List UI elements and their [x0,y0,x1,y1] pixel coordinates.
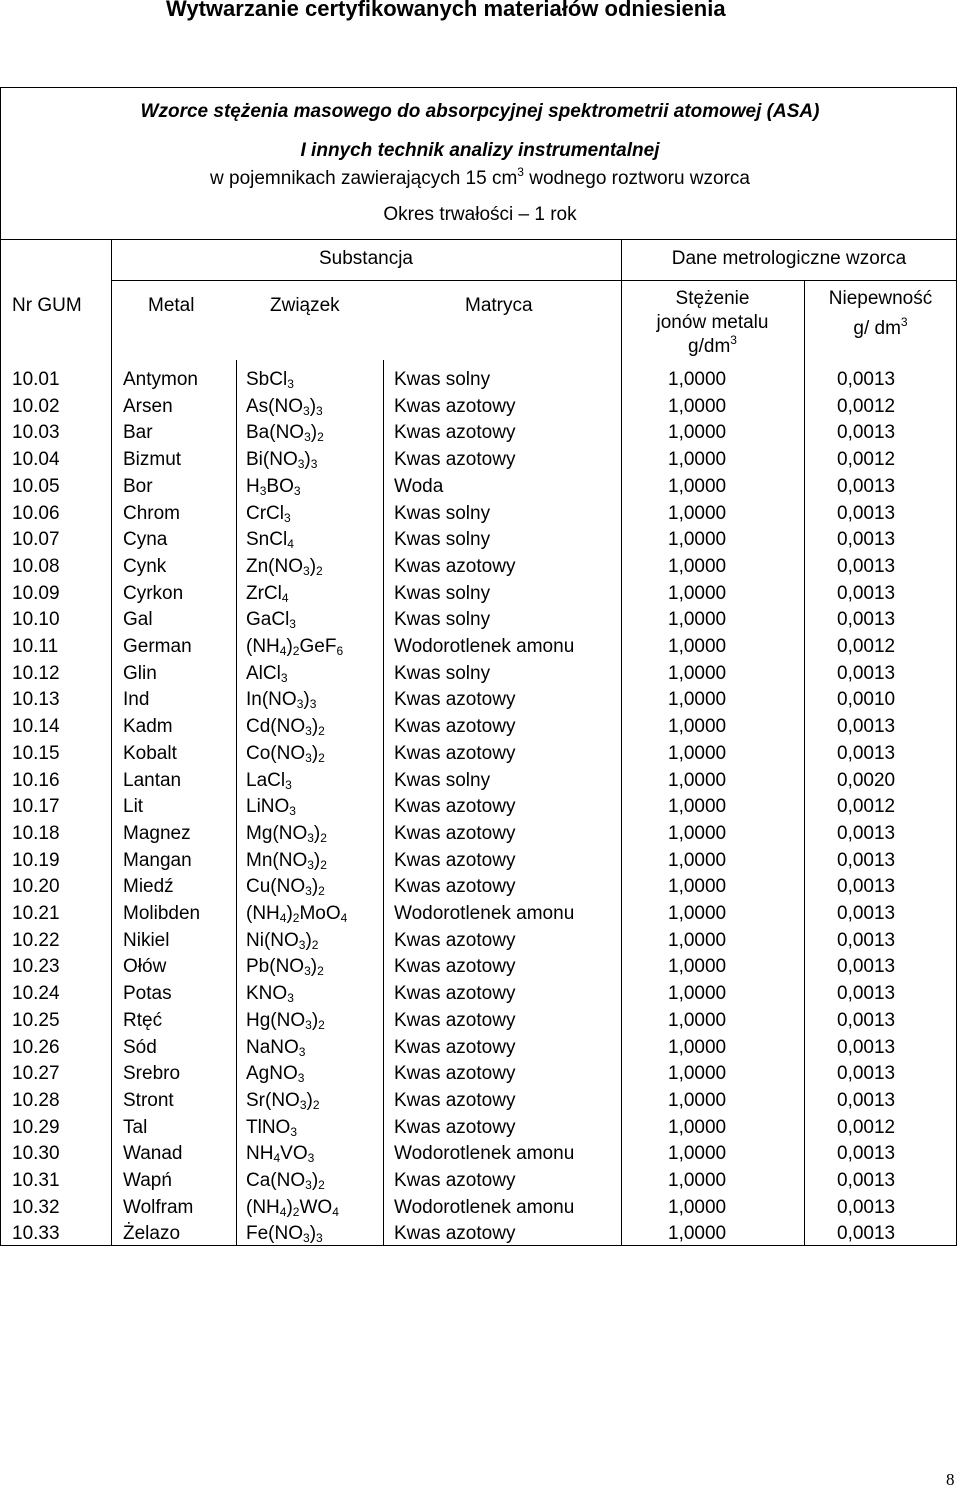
table-row [1,1008,959,1034]
cell-metal: Bor [123,475,153,497]
cell-nr: 10.16 [12,769,60,791]
table-row [1,634,959,660]
cell-metal: Cyna [123,529,168,551]
cell-matrix: Kwas azotowy [394,956,516,978]
cell-nr: 10.14 [12,716,60,738]
cell-uncertainty: 0,0013 [837,822,896,844]
cell-metal: Kadm [123,716,173,738]
cell-uncertainty: 0,0013 [837,529,896,551]
cell-compound: $Cu(NO_3)_2$ [246,876,325,899]
shelf-life-text: Okres trwałości – 1 rok [383,204,577,225]
cell-nr: 10.17 [12,796,60,818]
table-row [1,874,959,900]
column-header-concentration-2: jonów metalu [656,312,769,333]
cell-uncertainty: 0,0012 [837,1116,896,1138]
cell-compound: $NH_4VO_3$ [246,1143,315,1166]
table-row [1,447,959,473]
cell-compound: $Mg(NO_3)_2$ [246,822,327,845]
table-row [1,1035,959,1061]
cell-metal: Cynk [123,555,167,577]
cell-concentration: 1,0000 [668,1063,727,1085]
cell-concentration: 1,0000 [668,876,727,898]
cell-compound: $Hg(NO_3)_2$ [246,1009,325,1032]
cell-matrix: Kwas azotowy [394,1036,516,1058]
cell-matrix: Kwas solny [394,662,491,684]
cell-uncertainty: 0,0013 [837,662,896,684]
cell-concentration: 1,0000 [668,1143,727,1165]
table-heading-line-3: w pojemnikach zawierających 15 $cm^3$ wodnego roztworu wzorca [210,165,750,189]
cell-uncertainty: 0,0013 [837,876,896,898]
cell-uncertainty: 0,0013 [837,1143,896,1165]
cell-nr: 10.28 [12,1089,60,1111]
cell-concentration: 1,0000 [668,662,727,684]
cell-uncertainty: 0,0013 [837,582,896,604]
cell-compound: LaCl$_3$ [246,769,292,792]
cell-uncertainty: 0,0013 [837,983,896,1005]
table-row [1,1195,959,1221]
cell-uncertainty: 0,0012 [837,796,896,818]
cell-concentration: 1,0000 [668,1009,727,1031]
cell-compound: $(NH_4)_2WO_4$ [246,1196,339,1219]
cell-nr: 10.03 [12,422,60,444]
cell-metal: Wanad [123,1143,183,1165]
cell-compound: $Mn(NO_3)_2$ [246,849,327,872]
cell-concentration: 1,0000 [668,822,727,844]
cell-metal: Bar [123,422,153,444]
cell-nr: 10.24 [12,983,60,1005]
cell-compound: $Sr(NO_3)_2$ [246,1089,320,1112]
cell-uncertainty: 0,0013 [837,929,896,951]
cell-matrix: Kwas azotowy [394,796,516,818]
table-row [1,1221,959,1247]
cell-matrix: Kwas azotowy [394,1063,516,1085]
column-header-matrix: Matryca [465,295,533,316]
cell-compound: $Co(NO_3)_2$ [246,742,325,765]
cell-matrix: Kwas azotowy [394,983,516,1005]
cell-concentration: 1,0000 [668,1196,727,1218]
cell-matrix: Woda [394,475,444,497]
cell-nr: 10.04 [12,449,60,471]
cell-nr: 10.13 [12,689,60,711]
cell-metal: Lantan [123,769,182,791]
cell-concentration: 1,0000 [668,689,727,711]
cell-metal: Gal [123,609,153,631]
cell-compound: $Bi(NO_3)_3$ [246,449,318,472]
cell-compound: $(NH_4)_2MoO_4$ [246,903,348,925]
table-row [1,981,959,1007]
cell-matrix: Wodorotlenek amonu [394,1196,575,1218]
cell-uncertainty: 0,0012 [837,449,896,471]
cell-compound: NaNO$_3$ [246,1036,306,1059]
cell-metal: Molibden [123,903,201,924]
cell-uncertainty: 0,0012 [837,395,896,417]
cell-nr: 10.05 [12,475,60,497]
table-row [1,821,959,847]
cell-concentration: 1,0000 [668,1170,727,1191]
cell-compound: $Pb(NO_3)_2$ [246,956,324,979]
cell-compound: $Ni(NO_3)_2$ [246,929,319,952]
cell-matrix: Kwas azotowy [394,1170,516,1191]
column-header-nr: Nr GUM [12,295,82,316]
table-row [1,420,959,446]
cell-nr: 10.21 [12,903,60,924]
cell-concentration: 1,0000 [668,582,727,604]
cell-nr: 10.12 [12,662,60,684]
cell-matrix: Kwas solny [394,769,491,791]
cell-metal: Magnez [123,822,191,844]
cell-concentration: 1,0000 [668,502,727,524]
cell-compound: ZrCl$_4$ [246,582,289,605]
cell-concentration: 1,0000 [668,1089,727,1111]
cell-concentration: 1,0000 [668,849,727,871]
cell-metal: Bizmut [123,449,182,471]
table-row [1,1115,959,1141]
cell-compound: SbCl$_3$ [246,369,294,391]
cell-matrix: Kwas azotowy [394,555,516,577]
cell-nr: 10.22 [12,929,60,951]
cell-nr: 10.30 [12,1143,60,1165]
cell-matrix: Kwas azotowy [394,422,516,444]
cell-concentration: 1,0000 [668,422,727,444]
cell-uncertainty: 0,0013 [837,1089,896,1111]
cell-concentration: 1,0000 [668,529,727,551]
table-row [1,901,959,927]
cell-compound: CrCl$_3$ [246,502,291,525]
cell-metal: Wapń [123,1170,172,1191]
cell-nr: 10.10 [12,609,60,631]
cell-concentration: 1,0000 [668,769,727,791]
cell-uncertainty: 0,0013 [837,956,896,978]
cell-matrix: Kwas azotowy [394,449,516,471]
cell-metal: Cyrkon [123,582,184,604]
cell-matrix: Wodorotlenek amonu [394,903,575,924]
cell-matrix: Wodorotlenek amonu [394,1143,575,1165]
cell-nr: 10.08 [12,555,60,577]
cell-uncertainty: 0,0013 [837,369,896,390]
table-row [1,954,959,980]
cell-nr: 10.11 [12,636,59,657]
cell-metal: Chrom [123,502,181,524]
table-row [1,501,959,527]
cell-metal: Lit [123,796,144,818]
cell-concentration: 1,0000 [668,395,727,417]
cell-uncertainty: 0,0013 [837,555,896,577]
column-header-uncertainty: Niepewność [828,288,933,309]
cell-concentration: 1,0000 [668,716,727,738]
cell-concentration: 1,0000 [668,1036,727,1058]
cell-metal: Glin [123,662,157,684]
cell-metal: Tal [123,1116,148,1138]
table-row [1,1168,959,1194]
cell-matrix: Kwas solny [394,502,491,524]
cell-uncertainty: 0,0013 [837,716,896,738]
cell-compound: $Cd(NO_3)_2$ [246,716,325,739]
table-heading-line-1: Wzorce stężenia masowego do absorpcyjnej spektrometrii atomowej (ASA) [140,101,820,122]
table-row [1,554,959,580]
cell-concentration: 1,0000 [668,956,727,978]
table-row [1,741,959,767]
cell-metal: Ołów [123,956,167,978]
column-header-concentration-unit: $g/dm^3$ [688,333,737,357]
standards-table [0,87,957,1246]
cell-uncertainty: 0,0013 [837,475,896,497]
table-row [1,474,959,500]
cell-compound: $In(NO_3)_3$ [246,689,317,712]
cell-uncertainty: 0,0013 [837,422,896,444]
cell-compound: $KNO_3$ [246,983,294,1006]
cell-matrix: Kwas azotowy [394,1116,516,1138]
table-row [1,714,959,740]
cell-nr: 10.33 [12,1223,60,1245]
cell-nr: 10.31 [12,1170,60,1191]
cell-concentration: 1,0000 [668,929,727,951]
cell-nr: 10.20 [12,876,60,898]
cell-matrix: Kwas azotowy [394,716,516,738]
cell-uncertainty: 0,0020 [837,769,896,791]
cell-nr: 10.27 [12,1063,60,1085]
cell-uncertainty: 0,0013 [837,502,896,524]
cell-compound: $As(NO_3)_3$ [246,395,323,418]
table-heading-line-2: I innych technik analizy instrumentalnej [300,140,660,161]
cell-matrix: Kwas azotowy [394,395,516,417]
cell-uncertainty: 0,0013 [837,1170,896,1191]
cell-uncertainty: 0,0010 [837,689,896,711]
cell-metal: Miedź [123,876,174,898]
cell-uncertainty: 0,0013 [837,1196,896,1218]
cell-metal: Mangan [123,849,192,871]
cell-compound: SnCl$_4$ [246,529,294,552]
cell-matrix: Kwas azotowy [394,929,516,951]
page-title: Wytwarzanie certyfikowanych materiałów odniesienia [166,0,726,21]
cell-matrix: Kwas azotowy [394,742,516,764]
table-row [1,607,959,633]
cell-uncertainty: 0,0013 [837,609,896,631]
cell-uncertainty: 0,0013 [837,1063,896,1085]
cell-matrix: Kwas azotowy [394,689,516,711]
divider [111,280,957,281]
cell-concentration: 1,0000 [668,449,727,471]
table-row [1,1088,959,1114]
cell-nr: 10.01 [12,369,60,390]
cell-concentration: 1,0000 [668,609,727,631]
cell-matrix: Kwas azotowy [394,1009,516,1031]
column-group-metrology: Dane metrologiczne wzorca [671,248,907,269]
column-group-substance: Substancja [318,248,413,269]
cell-nr: 10.09 [12,582,60,604]
divider [1,239,957,240]
cell-matrix: Kwas solny [394,582,491,604]
cell-metal: Wolfram [123,1196,194,1218]
cell-concentration: 1,0000 [668,1116,727,1138]
cell-nr: 10.02 [12,395,60,417]
cell-metal: German [123,636,192,657]
cell-concentration: 1,0000 [668,796,727,818]
cell-matrix: Wodorotlenek amonu [394,636,575,657]
cell-concentration: 1,0000 [668,1223,727,1245]
cell-compound: $(NH_4)_2GeF_6$ [246,636,344,658]
cell-uncertainty: 0,0013 [837,1036,896,1058]
cell-matrix: Kwas solny [394,529,491,551]
table-row [1,394,959,420]
table-row [1,1061,959,1087]
cell-compound: GaCl$_3$ [246,609,296,632]
table-row [1,661,959,687]
cell-concentration: 1,0000 [668,636,727,657]
cell-metal: Stront [123,1089,174,1111]
cell-nr: 10.18 [12,822,60,844]
cell-compound: LiNO$_3$ [246,796,296,819]
column-header-compound: Związek [270,295,340,316]
cell-compound: $Zn(NO_3)_2$ [246,555,323,578]
cell-concentration: 1,0000 [668,742,727,764]
cell-matrix: Kwas solny [394,369,491,390]
column-header-concentration-1: Stężenie [675,288,750,309]
cell-concentration: 1,0000 [668,369,727,390]
cell-metal: Antymon [123,369,198,390]
cell-metal: Ind [123,689,150,711]
table-row [1,848,959,874]
column-header-metal: Metal [148,295,195,316]
table-row [1,687,959,713]
table-row [1,527,959,553]
cell-nr: 10.23 [12,956,60,978]
column-header-uncertainty-unit: g/ $dm^3$ [853,315,908,339]
cell-compound: $Ba(NO_3)_2$ [246,422,324,445]
cell-nr: 10.29 [12,1116,60,1138]
cell-compound: AlCl$_3$ [246,662,288,685]
table-row [1,581,959,607]
cell-matrix: Kwas azotowy [394,849,516,871]
cell-matrix: Kwas azotowy [394,1223,516,1245]
cell-compound: $Fe(NO_3)_3$ [246,1223,323,1246]
cell-nr: 10.19 [12,849,60,871]
cell-nr: 10.07 [12,529,60,551]
cell-compound: $Ca(NO_3)_2$ [246,1170,325,1192]
cell-uncertainty: 0,0013 [837,742,896,764]
cell-metal: Potas [123,983,172,1005]
cell-metal: Arsen [123,395,173,417]
table-row [1,794,959,820]
cell-nr: 10.26 [12,1036,60,1058]
cell-uncertainty: 0,0012 [837,636,896,657]
cell-compound: $H_3BO_3$ [246,475,301,498]
cell-metal: Srebro [123,1063,181,1085]
cell-metal: Sód [123,1036,157,1058]
cell-metal: Kobalt [123,742,177,764]
cell-matrix: Kwas solny [394,609,491,631]
cell-metal: Żelazo [123,1223,181,1245]
cell-nr: 10.06 [12,502,60,524]
page-number: 8 [946,1470,955,1489]
cell-matrix: Kwas azotowy [394,822,516,844]
table-row [1,1141,959,1167]
table-row [1,928,959,954]
cell-metal: Rtęć [123,1009,163,1031]
cell-concentration: 1,0000 [668,475,727,497]
cell-uncertainty: 0,0013 [837,849,896,871]
table-row [1,768,959,794]
cell-concentration: 1,0000 [668,983,727,1005]
table-row [1,367,959,393]
cell-matrix: Kwas azotowy [394,1089,516,1111]
cell-uncertainty: 0,0013 [837,1009,896,1031]
cell-compound: TlNO$_3$ [246,1116,298,1139]
cell-concentration: 1,0000 [668,903,727,924]
cell-compound: AgNO$_3$ [246,1063,305,1086]
cell-nr: 10.32 [12,1196,60,1218]
cell-concentration: 1,0000 [668,555,727,577]
cell-metal: Nikiel [123,929,170,951]
cell-uncertainty: 0,0013 [837,903,896,924]
cell-nr: 10.15 [12,742,60,764]
cell-uncertainty: 0,0013 [837,1223,896,1245]
cell-matrix: Kwas azotowy [394,876,516,898]
cell-nr: 10.25 [12,1009,60,1031]
